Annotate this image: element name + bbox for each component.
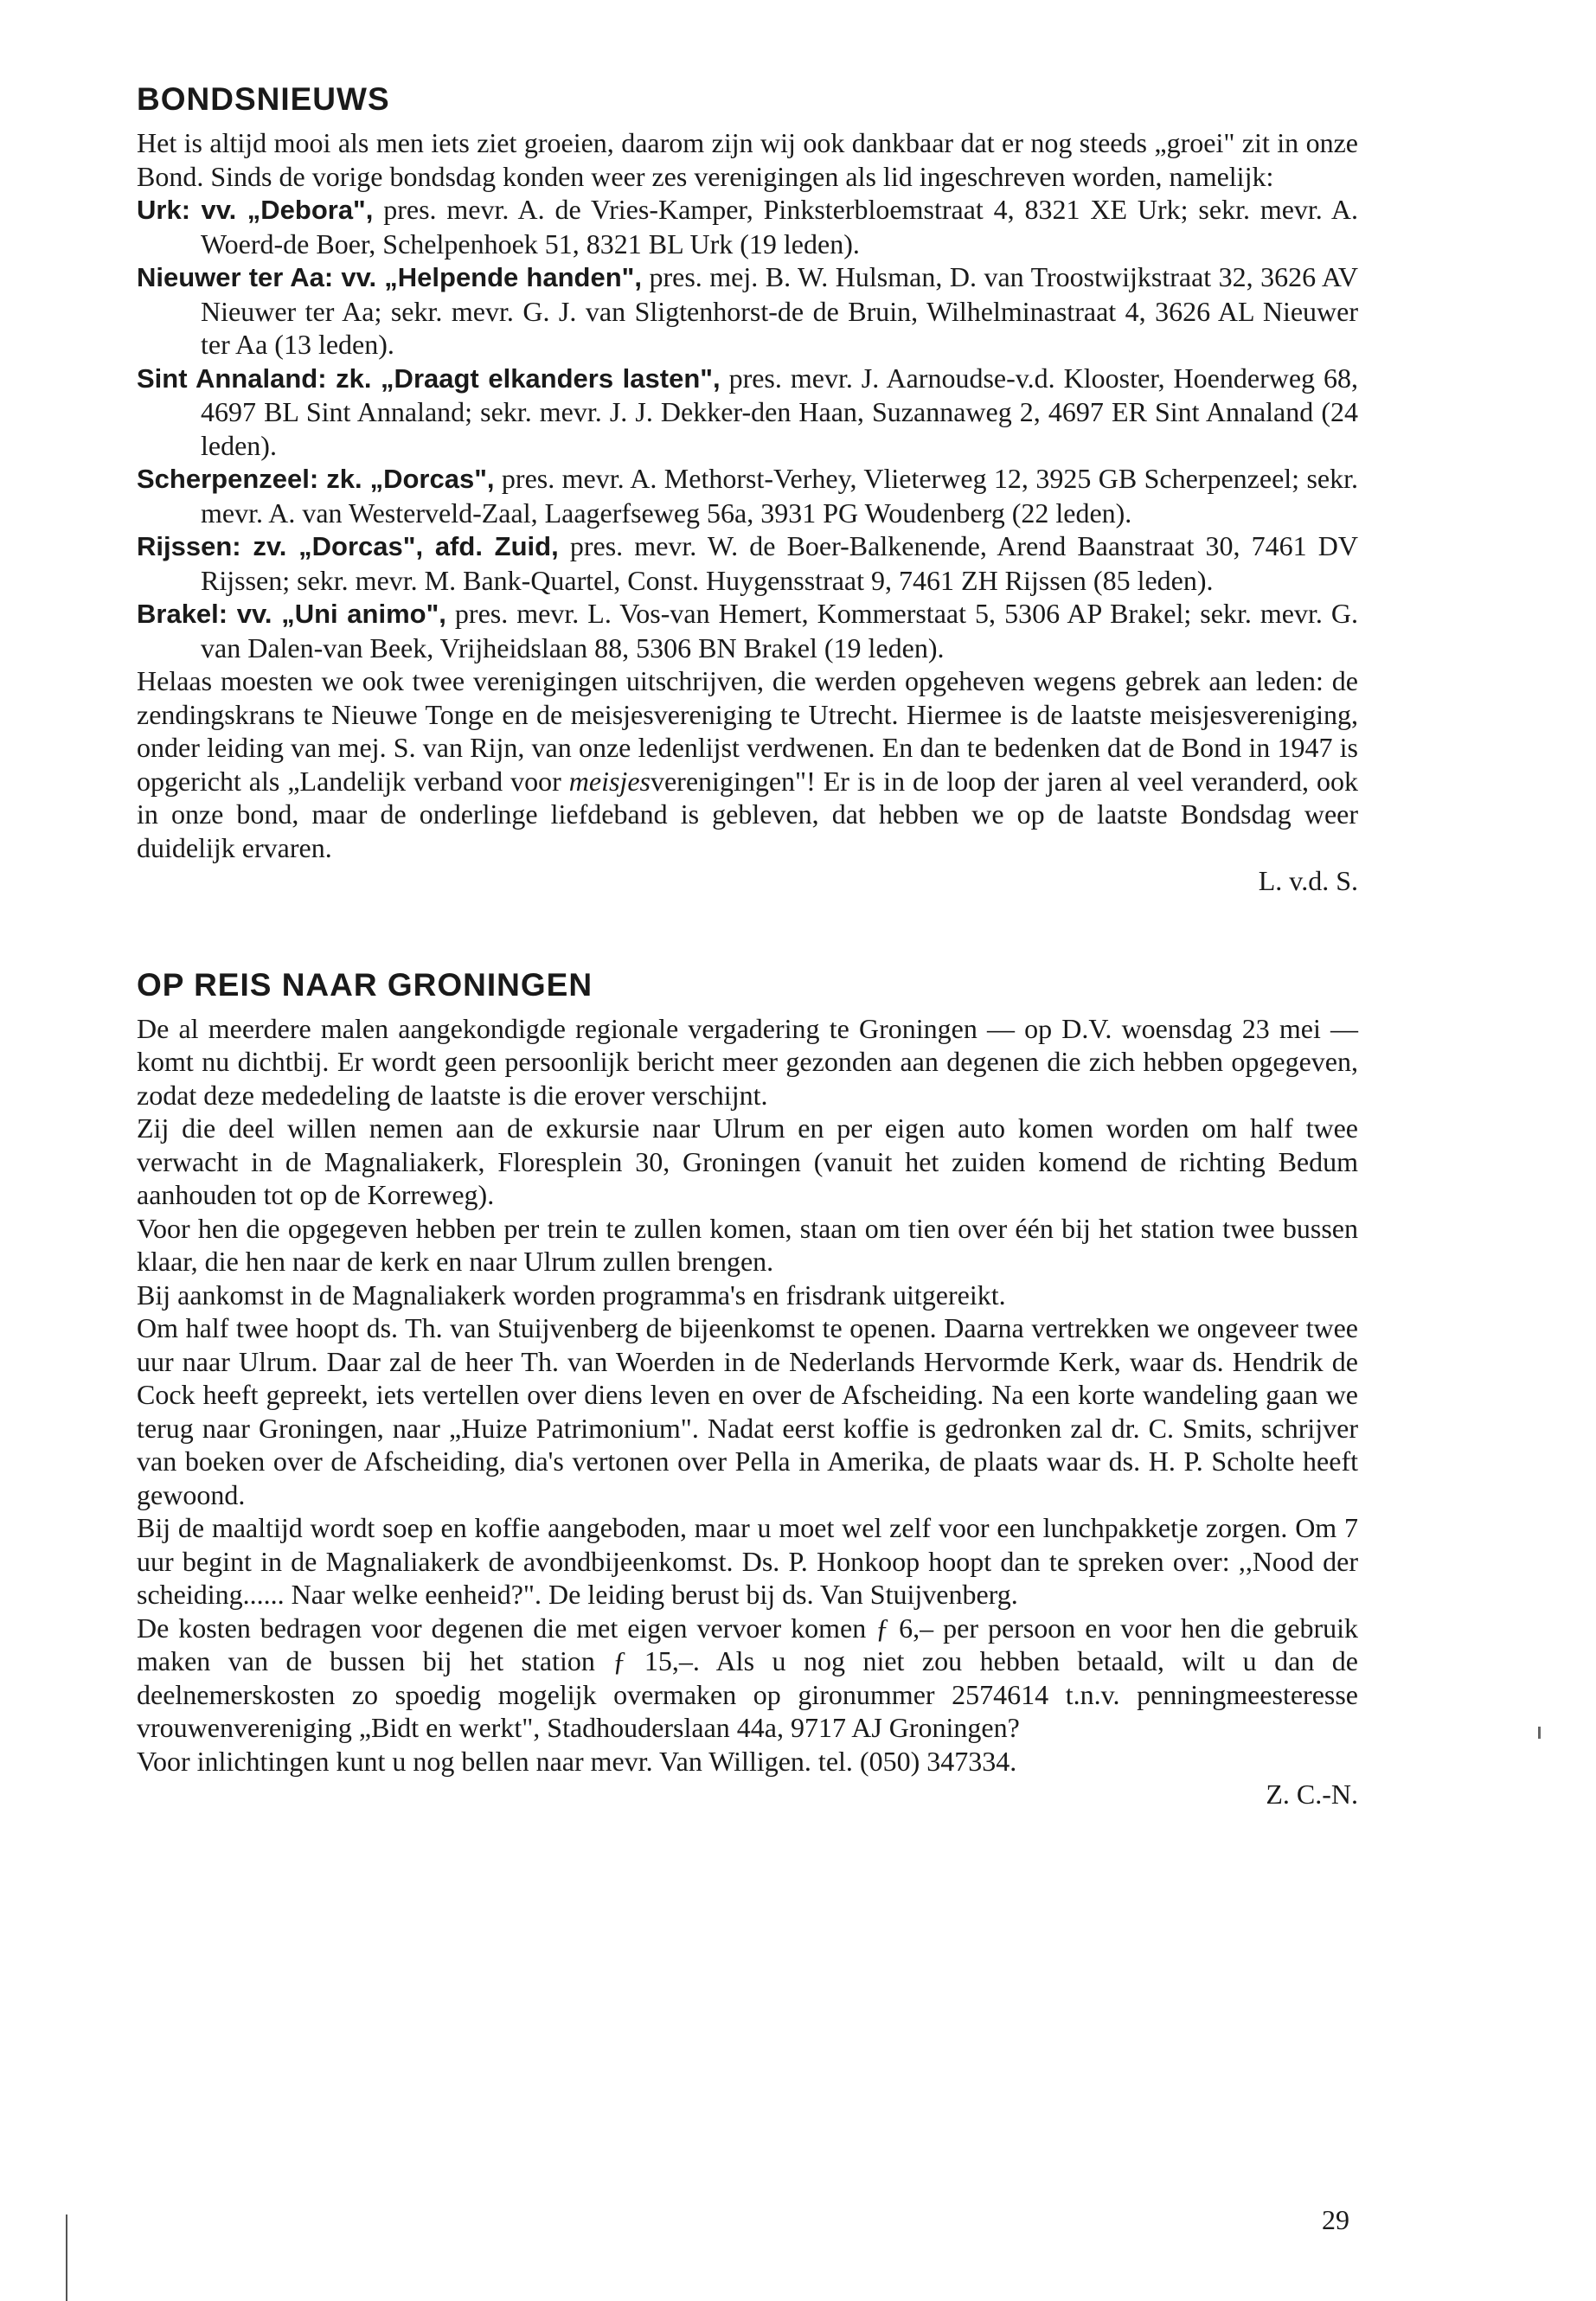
signature: L. v.d. S. — [1258, 865, 1358, 896]
entry-text: pres. mevr. W. de Boer-Balkenende, Arend Baanstraat 30, 7461 DV Rijssen; sekr. mevr. M. Bank-Quartel, Const. Huygensstraat 9, 7461 ZH Rijssen (85 leden). — [201, 530, 1359, 596]
paragraph: Bij de maaltijd wordt soep en koffie aangeboden, maar u moet wel zelf voor een lunchpakketje zorgen. Om 7 uur begint in de Magnaliakerk de avondbijeenkomst. Ds. P. Honkoop hoopt dan te spreken over: ,,Nood der scheiding...... Naar welke eenheid?". De leiding berust bij ds. Van Stuijvenberg. — [137, 1512, 1358, 1610]
paragraph: De kosten bedragen voor degenen die met eigen vervoer komen ƒ 6,– per persoon en voor hen die gebruik maken van de bussen bij het station ƒ 15,–. Als u nog niet zou hebben betaald, wilt u dan de deelnemerskosten zo spoedig mogelijk overmaken op gironummer 2574614 t.n.v. penningmeesteresse vrouwenvereniging „Bidt en werkt", Stadhouderslaan 44a, 9717 AJ Groningen? — [137, 1612, 1358, 1743]
paragraph: Om half twee hoopt ds. Th. van Stuijvenberg de bijeenkomst te openen. Daarna vertrekken we ongeveer twee uur naar Ulrum. Daar zal de heer Th. van Woerden in de Nederlands Hervormde Kerk, waar ds. Hendrik de Cock heeft gepreekt, iets vertellen over diens leven en over de Afscheiding. Na een korte wandeling gaan we terug naar Groningen, naar „Huize Patrimonium". Nadat eerst koffie is gedronken zal dr. C. Smits, schrijver van boeken over de Afscheiding, dia's vertonen over Pella in Amerika, de plaats waar ds. H. P. Scholte heeft gewoond. — [137, 1312, 1358, 1510]
entry-text: pres. mej. B. W. Hulsman, D. van Troostwijkstraat 32, 3626 AV Nieuwer ter Aa; sekr. mevr. G. J. van Sligtenhorst-de de Bruin, Wilhelminastraat 4, 3626 AL Nieuwer ter Aa (13 leden). — [201, 261, 1358, 360]
page-number: 29 — [1322, 2204, 1349, 2235]
scan-edge-line — [66, 2214, 67, 2301]
signature: Z. C.-N. — [1266, 1779, 1358, 1810]
entry-text: pres. mevr. J. Aarnoudse-v.d. Klooster, Hoenderweg 68, 4697 BL Sint Annaland; sekr. mevr. J. J. Dekker-den Haan, Suzannaweg 2, 4697 ER Sint Annaland (24 leden). — [201, 362, 1359, 461]
list-item — [137, 362, 1358, 463]
scan-mark — [1538, 1727, 1541, 1739]
entry-label: Urk: vv. „Debora", — [137, 195, 374, 225]
entry-label: Sint Annaland: zk. „Draagt elkanders lasten", — [137, 362, 721, 394]
paragraph: Bij aankomst in de Magnaliakerk worden programma's en frisdrank uitgereikt. — [137, 1279, 1006, 1311]
list-item — [137, 597, 1358, 664]
closing-text-a: Helaas moesten we ook twee verenigingen uitschrijven, die werden opgeheven wegens gebrek aan leden: de zendingskrans te Nieuwe Tonge en de meisjesvereniging te Utrecht. Hiermee is de laatste meisjesvereniging, onder leiding van mej. S. van Rijn, van onze ledenlijst verdwenen. En dan te bedenken dat de Bond in 1947 is opgericht als „Landelijk verband voor — [137, 665, 1358, 797]
list-item — [137, 462, 1358, 529]
document-page — [137, 80, 1358, 1811]
section-title: OP REIS NAAR GRONINGEN — [137, 966, 593, 1003]
entry-text: pres. mevr. L. Vos-van Hemert, Kommerstaat 5, 5306 AP Brakel; sekr. mevr. G. van Dalen-van Beek, Vrijheidslaan 88, 5306 BN Brakel (19 leden). — [201, 598, 1359, 663]
entry-text: pres. mevr. A. de Vries-Kamper, Pinksterbloemstraat 4, 8321 XE Urk; sekr. mevr. A. Woerd-de Boer, Schelpenhoek 51, 8321 BL Urk (19 leden). — [201, 194, 1358, 260]
section-bondsnieuws — [137, 80, 1358, 898]
paragraph: Voor hen die opgegeven hebben per trein te zullen komen, staan om tien over één bij het station twee bussen klaar, die hen naar de kerk en naar Ulrum zullen brengen. — [137, 1212, 1358, 1277]
closing-text-italic: meisjes — [568, 765, 651, 797]
entry-text: pres. mevr. A. Methorst-Verhey, Vlieterweg 12, 3925 GB Scherpenzeel; sekr. mevr. A. van Westerveld-Zaal, Laagerfseweg 56a, 3931 PG Woudenberg (22 leden). — [201, 463, 1359, 529]
paragraph: De al meerdere malen aangekondigde regionale vergadering te Groningen — op D.V. woensdag 23 mei — komt nu dichtbij. Er wordt geen persoonlijk bericht meer gezonden aan degenen die zich hebben opgegeven, zodat deze mededeling de laatste is die erover verschijnt. — [137, 1012, 1358, 1111]
entry-label: Rijssen: zv. „Dorcas", afd. Zuid, — [137, 531, 559, 561]
list-item — [137, 260, 1358, 362]
list-item — [137, 529, 1358, 597]
entry-list — [137, 193, 1358, 664]
entry-label: Scherpenzeel: zk. „Dorcas", — [137, 464, 495, 494]
closing-paragraph — [137, 664, 1358, 864]
entry-label: Brakel: vv. „Uni animo", — [137, 599, 446, 629]
paragraph: Voor inlichtingen kunt u nog bellen naar mevr. Van Willigen. tel. (050) 347334. — [137, 1745, 1017, 1777]
closing-text-b: verenigingen"! Er is in de loop der jaren al veel veranderd, ook in onze bond, maar de onderlinge liefdeband is gebleven, dat hebben we op de laatste Bondsdag weer duidelijk ervaren. — [137, 765, 1359, 863]
paragraph: Zij die deel willen nemen aan de exkursie naar Ulrum en per eigen auto komen worden om half twee verwacht in de Magnaliakerk, Floresplein 30, Groningen (vanuit het zuiden komend de richting Bedum aanhouden tot op de Korreweg). — [137, 1112, 1358, 1210]
list-item — [137, 193, 1358, 260]
entry-label: Nieuwer ter Aa: vv. „Helpende handen", — [137, 262, 642, 292]
section-title: BONDSNIEUWS — [137, 81, 390, 117]
intro-paragraph: Het is altijd mooi als men iets ziet groeien, daarom zijn wij ook dankbaar dat er nog steeds „groei" zit in onze Bond. Sinds de vorige bondsdag konden weer zes verenigingen als lid ingeschreven worden, namelijk: — [137, 127, 1358, 192]
section-op-reis-naar-groningen — [137, 965, 1358, 1811]
